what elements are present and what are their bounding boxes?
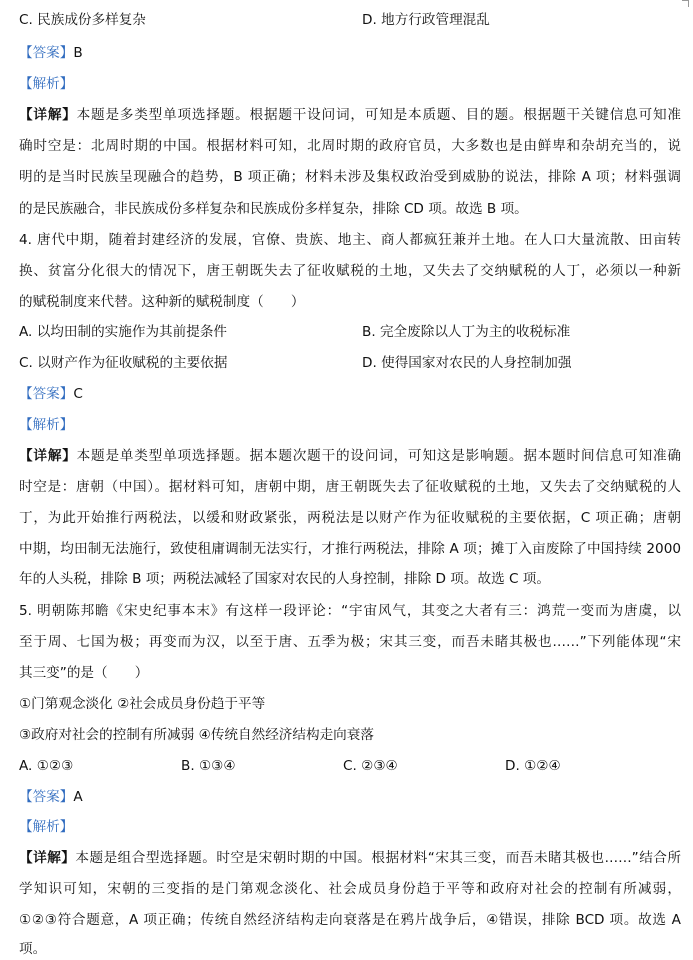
q3-option-d: D. 地方行政管理混乱	[362, 12, 490, 28]
q5-detail-line-2: 学知识可知，宋朝的三变指的是门第观念淡化、社会成员身份趋于平等和政府对社会的控制有所减弱，	[19, 881, 681, 897]
q5-detail-line-4: 项。	[19, 941, 47, 957]
q5-analysis-label: 【解析】	[19, 819, 74, 835]
q4-analysis-label: 【解析】	[19, 417, 74, 433]
q5-items-line-2: ③政府对社会的控制有所减弱 ④传统自然经济结构走向衰落	[19, 727, 374, 743]
q3-detail-line-2: 确时空是：北周时期的中国。根据材料可知，北周时期的政府官员，大多数也是由鲜卑和杂胡充当的，说	[19, 138, 681, 154]
q4-detail-line-1: 【详解】本题是单类型单项选择题。据本题次题干的设问词，可知这是影响题。据本题时间信息可知准确	[19, 448, 682, 464]
q3-detail-line-3: 明的是当时民族呈现融合的趋势，B 项正确；材料未涉及集权政治受到威胁的说法，排除 A 项；材料强调	[19, 169, 681, 185]
q3-options-row	[19, 10, 681, 30]
q5-stem-line-2: 至于周、七国为极；再变而为汉，以至于唐、五季为极；宋其三变，而吾未睹其极也……”下列能体现“宋	[19, 634, 681, 650]
q4-detail-line-2: 时空是：唐朝（中国）。据材料可知，唐朝中期，唐王朝既失去了征收赋税的土地，又失去了交纳赋税的人	[19, 479, 681, 495]
answer-value: B	[73, 45, 83, 61]
q4-detail-line-4: 中期，均田制无法施行，致使租庸调制无法实行，才推行两税法，排除 A 项；摊丁入亩废除了中国持续 2000	[19, 541, 681, 557]
q5-detail-line-3: ①②③符合题意，A 项正确；传统自然经济结构走向衰落是在鸦片战争后，④错误，排除 BCD 项。故选 A	[19, 912, 681, 928]
q4-stem-line-3: 的赋税制度来代替。这种新的赋税制度（ ）	[19, 294, 305, 310]
q5-items-line-1: ①门第观念淡化 ②社会成员身份趋于平等	[19, 696, 266, 712]
page-corner-mark	[682, 0, 689, 7]
answer-value: A	[73, 789, 83, 805]
q5-option-c: C. ②③④	[343, 758, 398, 774]
q5-stem-line-1: 5. 明朝陈邦瞻《宋史纪事本末》有这样一段评论：“宇宙风气，其变之大者有三：鸿荒一变而为唐虞，以	[19, 603, 681, 619]
answer-label: 答案	[32, 789, 60, 805]
q4-option-b: B. 完全废除以人丁为主的收税标准	[362, 324, 571, 340]
q3-detail-line-1: 【详解】本题是多类型单项选择题。根据题干设问词，可知是本质题、目的题。根据题干关键信息可知准	[19, 107, 682, 123]
q5-detail-line-1: 【详解】本题是组合型选择题。时空是宋朝时期的中国。根据材料“宋其三变，而吾未睹其极也……”结合所	[19, 850, 681, 866]
q4-options-row-1	[19, 322, 681, 342]
q3-answer: 【答案】B	[19, 45, 83, 61]
q4-answer: 【答案】C	[19, 386, 83, 402]
q4-detail-line-3: 丁，为此开始推行两税法，以缓和财政紧张，两税法是以财产作为征收赋税的主要依据，C 项正确；唐朝	[19, 510, 681, 526]
q4-stem-line-2: 换、贫富分化很大的情况下，唐王朝既失去了征收赋税的土地，又失去了交纳赋税的人丁，必须以一种新	[19, 263, 681, 279]
answer-label: 答案	[32, 386, 60, 402]
q3-analysis-label: 【解析】	[19, 76, 74, 92]
q5-answer: 【答案】A	[19, 789, 83, 805]
q4-option-a: A. 以均田制的实施作为其前提条件	[19, 324, 228, 340]
answer-value: C	[73, 386, 83, 402]
q5-option-b: B. ①③④	[181, 758, 236, 774]
q4-options-row-2	[19, 353, 681, 373]
answer-label: 答案	[32, 45, 60, 61]
q5-stem-line-3: 其三变”的是（ ）	[19, 665, 149, 681]
q4-detail-line-5: 年的人头税，排除 B 项；两税法减轻了国家对农民的人身控制，排除 D 项。故选 C 项。	[19, 571, 550, 587]
q5-option-a: A. ①②③	[19, 758, 74, 774]
q4-stem-line-1: 4. 唐代中期，随着封建经济的发展，官僚、贵族、地主、商人都疯狂兼并土地。在人口大量流散、田亩转	[19, 232, 681, 248]
q5-option-d: D. ①②④	[505, 758, 561, 774]
q4-option-c: C. 以财产作为征收赋税的主要依据	[19, 355, 228, 371]
q4-option-d: D. 使得国家对农民的人身控制加强	[362, 355, 572, 371]
q3-option-c: C. 民族成份多样复杂	[19, 12, 146, 28]
q3-detail-line-4: 的是民族融合，非民族成份多样复杂和民族成份多样复杂，排除 CD 项。故选 B 项。	[19, 201, 528, 217]
